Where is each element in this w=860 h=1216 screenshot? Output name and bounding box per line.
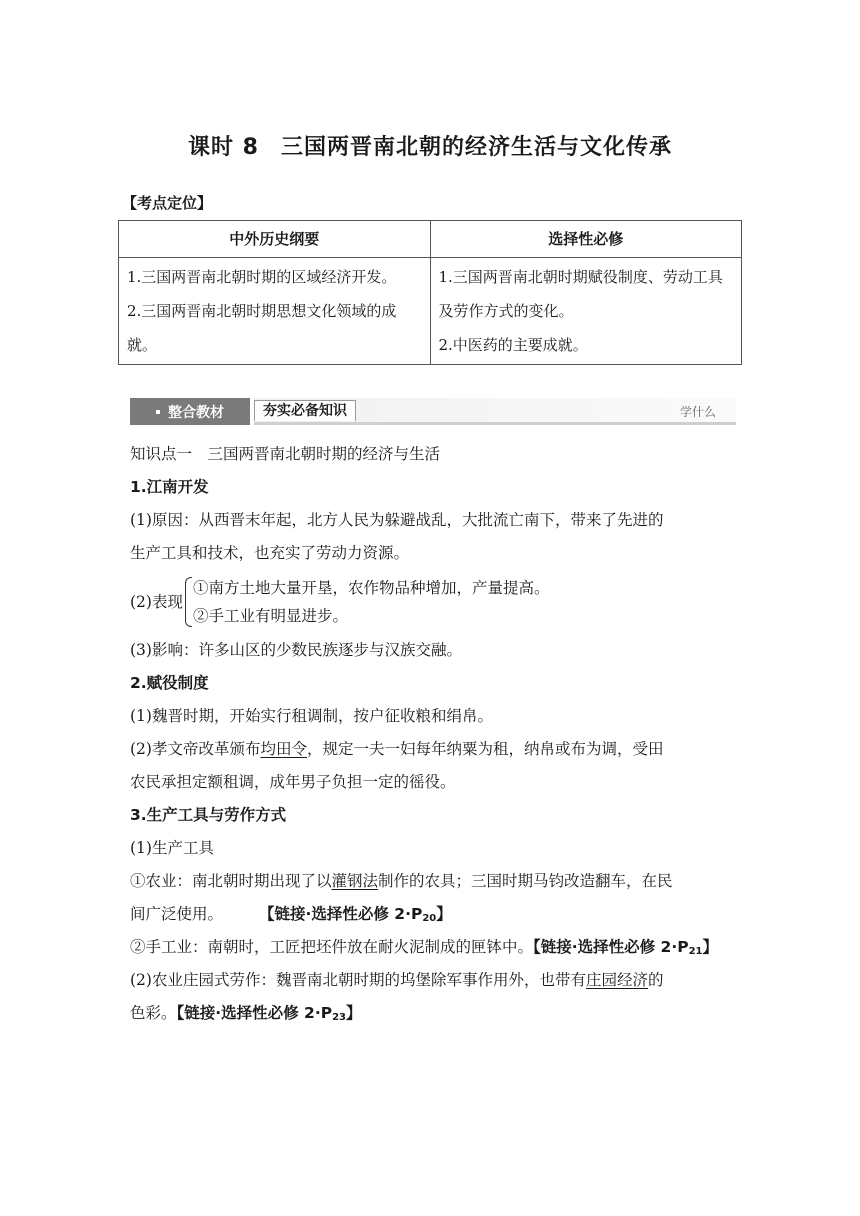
section-heading-tools: 3.生产工具与劳作方式 [130, 806, 287, 824]
lesson-title-text: 三国两晋南北朝的经济生活与文化传承 [280, 135, 672, 160]
banner-tag [130, 398, 250, 425]
performance-item-1: ①南方土地大量开垦，农作物品种增加，产量提高。 [192, 579, 550, 597]
text-span: 制作的农具；三国时期马钧改造翻车，在民 [378, 872, 673, 890]
elective-item-1: 1.三国两晋南北朝时期赋役制度、劳动工具及劳作方式的变化。 [438, 268, 723, 320]
paragraph-cause-2: 生产工具和技术，也充实了劳动力资源。 [130, 544, 410, 562]
outline-item-1: 1.三国两晋南北朝时期的区域经济开发。 [127, 268, 397, 286]
section-heading-fuyi: 2.赋役制度 [130, 674, 209, 692]
text-span: 间广泛使用。 [130, 905, 224, 923]
paragraph-agriculture-2 [130, 898, 740, 931]
link-end: 】 [346, 1004, 362, 1022]
paragraph-agriculture-1 [130, 865, 740, 898]
paragraph-estate-2 [130, 997, 740, 1030]
performance-block [130, 572, 740, 632]
link-text: 【链接·选择性必修 2·P [533, 938, 689, 956]
underlined-term-zhuangyuan: 庄园经济 [585, 971, 648, 989]
performance-items [193, 574, 550, 630]
banner-main [254, 398, 736, 425]
subheading-tools: (1)生产工具 [130, 839, 214, 857]
elective-item-2: 2.中医药的主要成就。 [438, 336, 588, 354]
content-body [130, 438, 740, 1030]
link-end: 】 [702, 938, 719, 956]
banner-subtitle: 夯实必备知识 [254, 400, 356, 421]
kaodian-table [118, 220, 742, 365]
banner-tag-label: 整合教材 [168, 404, 224, 421]
text-span: ②手工业：南朝时，工匠把坯件放在耐火泥制成的匣钵中。 [130, 938, 534, 956]
table-cell-outline [119, 258, 431, 365]
text-span: 色彩。 [130, 1004, 177, 1022]
performance-item-2: ②手工业有明显进步。 [192, 607, 348, 625]
outline-item-2: 2.三国两晋南北朝时期思想文化领域的成就。 [127, 302, 397, 354]
text-span: (2)孝文帝改革颁布 [130, 740, 261, 758]
kaodian-label: 【考点定位】 [122, 194, 213, 212]
table-header-outline: 中外历史纲要 [119, 221, 431, 258]
knowledge-point-heading: 知识点一 三国两晋南北朝时期的经济与生活 [130, 445, 441, 463]
text-span: ①农业：南北朝时期出现了以 [130, 872, 332, 890]
paragraph-estate-1 [130, 964, 740, 997]
section-heading-jiangnan: 1.江南开发 [130, 478, 209, 496]
banner-right-label: 学什么 [679, 405, 716, 419]
underlined-term-guangangfa: 灌钢法 [331, 872, 379, 890]
brace-icon [185, 577, 192, 627]
bullet-icon [156, 410, 160, 414]
lesson-title [0, 130, 860, 161]
text-span: 的 [647, 971, 664, 989]
link-text: 【链接·选择性必修 2·P [259, 905, 423, 923]
paragraph-handicraft [130, 931, 740, 964]
link-page: 23 [332, 1012, 347, 1023]
link-page: 20 [422, 913, 437, 924]
performance-label: (2)表现 [130, 592, 183, 611]
textbook-link[interactable] [533, 938, 718, 956]
link-text: 【链接·选择性必修 2·P [176, 1004, 333, 1022]
table-header-elective: 选择性必修 [430, 221, 742, 258]
paragraph-cause-1: (1)原因：从西晋末年起，北方人民为躲避战乱，大批流亡南下，带来了先进的 [130, 511, 664, 529]
link-end: 】 [436, 905, 452, 923]
textbook-link[interactable] [177, 1004, 362, 1022]
text-span: ，规定一夫一妇每年纳粟为租，纳帛或布为调，受田 [306, 740, 664, 758]
paragraph-zudiao: (1)魏晋时期，开始实行租调制，按户征收粮和绢帛。 [130, 707, 493, 725]
link-page: 21 [688, 946, 703, 957]
section-banner [130, 398, 736, 425]
textbook-link[interactable] [259, 905, 452, 923]
lesson-number: 课时 8 [188, 135, 259, 160]
table-cell-elective [430, 258, 742, 365]
paragraph-juntian-1 [130, 733, 740, 766]
underlined-term-juntianling: 均田令 [260, 740, 307, 758]
paragraph-impact: (3)影响：许多山区的少数民族逐步与汉族交融。 [130, 641, 462, 659]
text-span: (2)农业庄园式劳作：魏晋南北朝时期的坞堡除军事作用外，也带有 [130, 971, 586, 989]
paragraph-juntian-2: 农民承担定额租调，成年男子负担一定的徭役。 [130, 773, 456, 791]
